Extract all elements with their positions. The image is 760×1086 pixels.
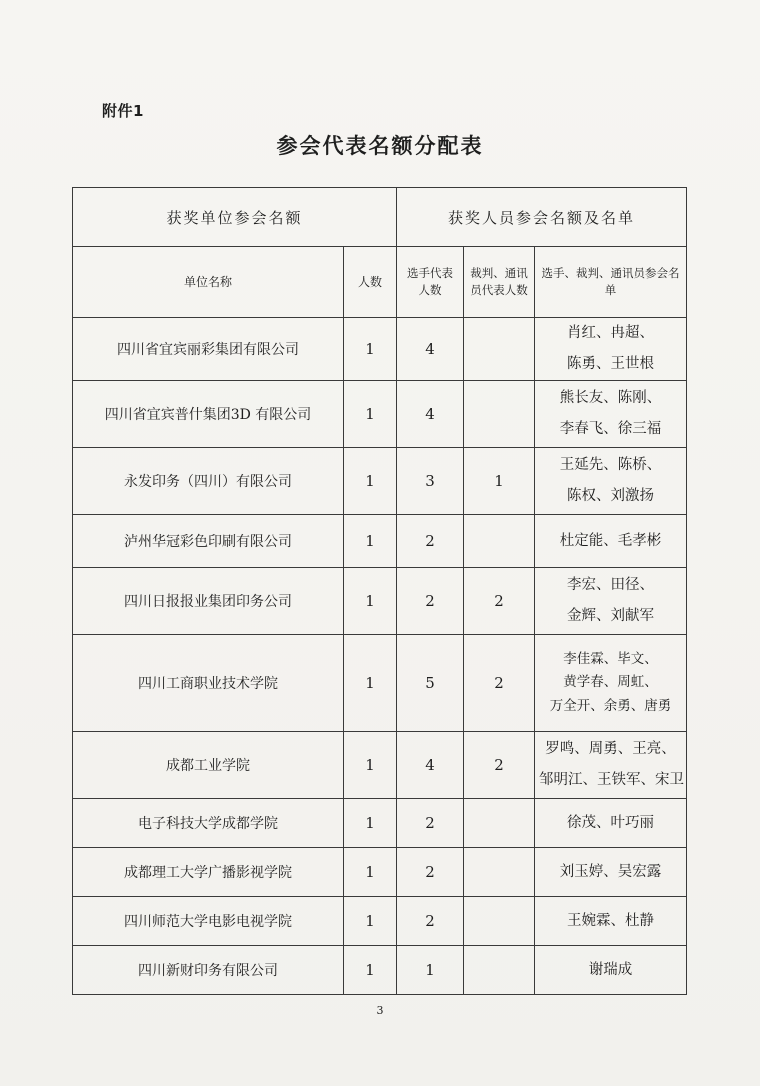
attendee-names-line: 陈权、刘激扬 <box>567 488 655 504</box>
attendee-names-line: 谢瑞成 <box>588 961 633 978</box>
table-row <box>73 381 687 448</box>
allocation-table <box>72 187 687 995</box>
unit-name-cell: 四川省宜宾普什集团3D 有限公司 <box>73 381 344 448</box>
attendee-names-line: 李宏、田径、 <box>567 577 655 593</box>
contestant-count-cell: 1 <box>397 946 464 995</box>
attendee-names-cell <box>535 318 687 381</box>
attendee-names-line: 李春飞、徐三福 <box>559 421 662 437</box>
unit-name-cell: 四川新财印务有限公司 <box>73 946 344 995</box>
table-row <box>73 515 687 568</box>
people-count-cell: 1 <box>344 732 397 799</box>
table-row <box>73 946 687 995</box>
contestant-count-cell: 4 <box>397 318 464 381</box>
group-header-row <box>73 188 687 247</box>
contestant-count-cell: 2 <box>397 799 464 848</box>
table-row <box>73 448 687 515</box>
unit-name-cell: 四川师范大学电影电视学院 <box>73 897 344 946</box>
page-number: 3 <box>376 1004 384 1017</box>
people-count-cell: 1 <box>344 381 397 448</box>
people-count-cell: 1 <box>344 448 397 515</box>
col-header-names: 选手、裁判、通讯员参会名单 <box>535 247 687 318</box>
column-header-row <box>73 247 687 318</box>
judge-count-cell <box>464 897 535 946</box>
contestant-count-cell: 4 <box>397 732 464 799</box>
people-count-cell: 1 <box>344 635 397 732</box>
unit-name-cell: 成都理工大学广播影视学院 <box>73 848 344 897</box>
table-row <box>73 732 687 799</box>
col-header-unit: 单位名称 <box>73 247 344 318</box>
judge-count-cell: 1 <box>464 448 535 515</box>
attendee-names-line: 徐茂、叶巧丽 <box>567 814 655 831</box>
attendee-names-cell <box>535 568 687 635</box>
judge-count-cell <box>464 799 535 848</box>
table-row <box>73 635 687 732</box>
attendee-names-line: 金辉、刘献军 <box>567 608 655 624</box>
contestant-count-cell: 2 <box>397 568 464 635</box>
people-count-cell: 1 <box>344 946 397 995</box>
attendee-names-cell <box>535 448 687 515</box>
table-row <box>73 897 687 946</box>
attendee-names-cell <box>535 515 687 568</box>
people-count-cell: 1 <box>344 897 397 946</box>
table-body <box>73 318 687 995</box>
attendee-names-line: 杜定能、毛孝彬 <box>559 532 662 549</box>
unit-name-cell: 泸州华冠彩色印刷有限公司 <box>73 515 344 568</box>
table-row <box>73 799 687 848</box>
col-header-contestants: 选手代表人数 <box>397 247 464 318</box>
unit-name-cell: 四川省宜宾丽彩集团有限公司 <box>73 318 344 381</box>
attendee-names-line: 万全开、余勇、唐勇 <box>549 697 672 714</box>
table-row <box>73 568 687 635</box>
attendee-names-cell <box>535 381 687 448</box>
attendee-names-line: 王婉霖、杜静 <box>567 912 655 929</box>
attendee-names-line: 陈勇、王世根 <box>567 356 655 372</box>
people-count-cell: 1 <box>344 848 397 897</box>
people-count-cell: 1 <box>344 318 397 381</box>
people-count-cell: 1 <box>344 568 397 635</box>
contestant-count-cell: 4 <box>397 381 464 448</box>
attendee-names-line: 罗鸣、周勇、王亮、 <box>545 741 676 757</box>
unit-name-cell: 电子科技大学成都学院 <box>73 799 344 848</box>
attendee-names-cell <box>535 946 687 995</box>
attendee-names-line: 王延先、陈桥、 <box>559 457 662 473</box>
attachment-label: 附件1 <box>102 102 144 120</box>
attendee-names-cell <box>535 897 687 946</box>
attendee-names-cell <box>535 848 687 897</box>
table-row <box>73 318 687 381</box>
attendee-names-cell <box>535 732 687 799</box>
unit-name-cell: 永发印务（四川）有限公司 <box>73 448 344 515</box>
judge-count-cell: 2 <box>464 732 535 799</box>
judge-count-cell <box>464 515 535 568</box>
col-header-judges: 裁判、通讯员代表人数 <box>464 247 535 318</box>
people-count-cell: 1 <box>344 515 397 568</box>
col-header-people: 人数 <box>344 247 397 318</box>
page-title: 参会代表名额分配表 <box>276 134 484 158</box>
people-count-cell: 1 <box>344 799 397 848</box>
judge-count-cell: 2 <box>464 635 535 732</box>
attendee-names-line: 熊长友、陈刚、 <box>559 390 662 406</box>
attendee-names-line: 刘玉婷、吴宏露 <box>559 863 662 880</box>
attendee-names-line: 肖红、冉超、 <box>567 325 655 341</box>
unit-name-cell: 四川日报报业集团印务公司 <box>73 568 344 635</box>
group-header-personnel: 获奖人员参会名额及名单 <box>397 188 687 247</box>
contestant-count-cell: 2 <box>397 515 464 568</box>
attendee-names-line: 李佳霖、毕文、 <box>563 650 658 667</box>
judge-count-cell <box>464 946 535 995</box>
attendee-names-line: 黄学春、周虹、 <box>563 674 658 691</box>
judge-count-cell: 2 <box>464 568 535 635</box>
contestant-count-cell: 2 <box>397 897 464 946</box>
attendee-names-cell <box>535 799 687 848</box>
unit-name-cell: 四川工商职业技术学院 <box>73 635 344 732</box>
table-row <box>73 848 687 897</box>
contestant-count-cell: 2 <box>397 848 464 897</box>
attendee-names-cell <box>535 635 687 732</box>
contestant-count-cell: 5 <box>397 635 464 732</box>
contestant-count-cell: 3 <box>397 448 464 515</box>
judge-count-cell <box>464 381 535 448</box>
group-header-units: 获奖单位参会名额 <box>73 188 397 247</box>
unit-name-cell: 成都工业学院 <box>73 732 344 799</box>
judge-count-cell <box>464 848 535 897</box>
attendee-names-line: 邹明江、王铁军、宋卫 <box>539 772 685 788</box>
judge-count-cell <box>464 318 535 381</box>
